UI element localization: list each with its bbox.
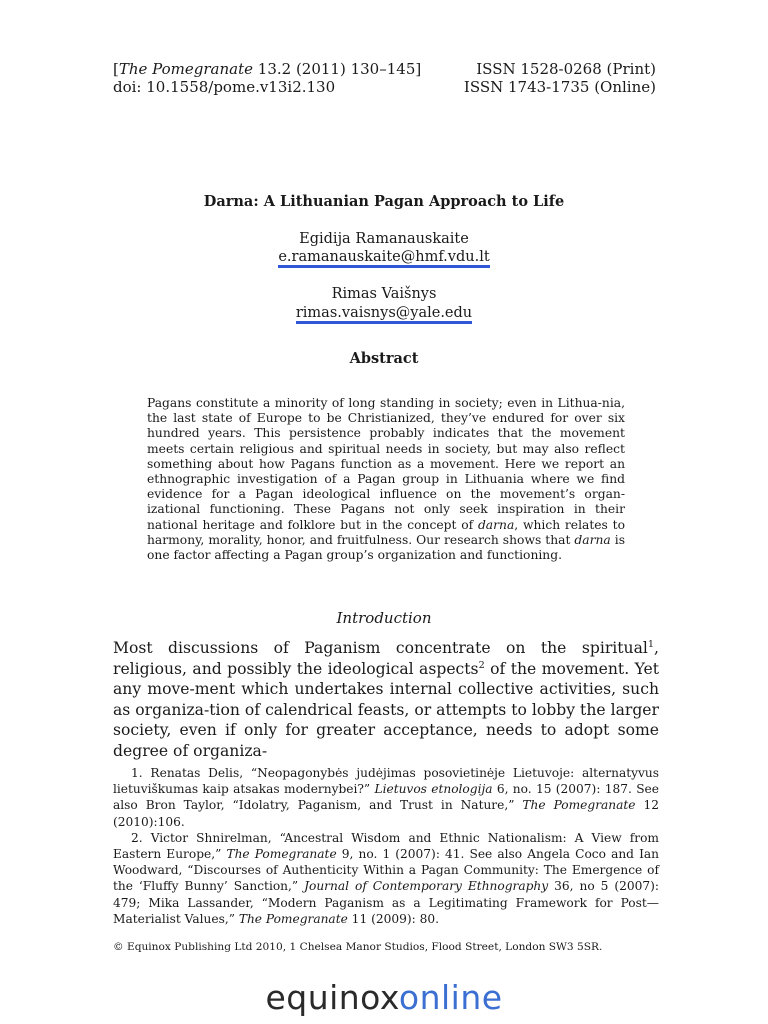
issn-print: ISSN 1528-0268 (Print) [476,60,656,78]
copyright-notice: © Equinox Publishing Ltd 2010, 1 Chelsea Manor Studios, Flood Street, London SW3 5SR. [113,941,603,953]
abstract-text: Pagans constitute a minority of long standing in society; even in Lithua-nia, the last state of Europe to be Christianized, they’ve endured for over six hundred years. This persistence probably indicates that the movement meets certain religious and spiritual needs in society, but may also reflect something about how Pagans function as a movement. Here we report an ethnographic investigation of a Pagan group in Lithuania where we find evidence for a Pagan ideological influence on the movement’s organ-izational functioning. These Pagans not only seek inspiration in their national heritage and folklore but in the concept of darna, which relates to harmony, morality, honor, and fruitfulness. Our research shows that darna is one factor affecting a Pagan group’s organization and functioning. [147,396,626,563]
author-email-wrapper [0,305,768,321]
footnote-ref[interactable]: 2 [478,659,485,671]
publisher-logo [0,978,768,1017]
logo-text-equinox: equinox [265,978,399,1017]
author-email-link[interactable]: e.ramanauskaite@hmf.vdu.lt [278,249,489,268]
issn-online: ISSN 1743-1735 (Online) [463,78,656,96]
author-name: Rimas Vaišnys [331,286,437,302]
footnotes [113,765,659,927]
citation-volume-pages: 13.2 (2011) 130–145] [253,60,422,78]
footnote: 2. Victor Shnirelman, “Ancestral Wisdom and Ethnic Nationalism: A View from Eastern Europe,” The Pomegranate 9, no. 1 (2007): 41. See also Angela Coco and Ian Woodward, “Discourses of Authenticity Within a Pagan Community: The Emergence of the ‘Fluffy Bunny’ Sanction,” Journal of Contemporary Ethnography 36, no 5 (2007): 479; Mika Lassander, “Modern Paganism as a Legitimating Framework for Post—Materialist Values,” The Pomegranate 11 (2009): 80. [113,830,660,926]
doi: doi: 10.1558/pome.v13i2.130 [113,78,336,96]
article-title: Darna: A Lithuanian Pagan Approach to Life [203,193,565,210]
abstract-heading: Abstract [349,350,419,367]
journal-citation: [The Pomegranate 13.2 (2011) 130–145] [113,60,422,78]
logo-text-online: online [398,978,503,1017]
term-darna: darna [477,517,515,532]
journal-name: The Pomegranate [118,60,254,78]
author-email-link[interactable]: rimas.vaisnys@yale.edu [296,305,472,324]
footnote: 1. Renatas Delis, “Neopagonybės judėjimas posovietinėje Lietuvoje: alternatyvus lietuviškumas kaip atsakas modernybei?” Lietuvos etnologija 6, no. 15 (2007): 187. See also Bron Taylor, “Idolatry, Paganism, and Trust in Nature,” The Pomegranate 12 (2010):106. [113,766,659,829]
footnote-ref[interactable]: 1 [647,638,655,650]
author-email-wrapper [0,249,768,265]
term-darna: darna [574,532,611,547]
introduction-paragraph: Most discussions of Paganism concentrate on the spiritual$^1$, religious, and possibly the ideological aspects$^2$ of the movement. Yet any move-ment which undertakes internal collective activities, such as organiza-tion of calendrical feasts, or attempts to lobby the larger society, even if only for greater acceptance, needs to adopt some degree of organiza- [113,638,660,760]
section-heading-introduction: Introduction [336,609,432,627]
author-name: Egidija Ramanauskaite [299,231,469,247]
